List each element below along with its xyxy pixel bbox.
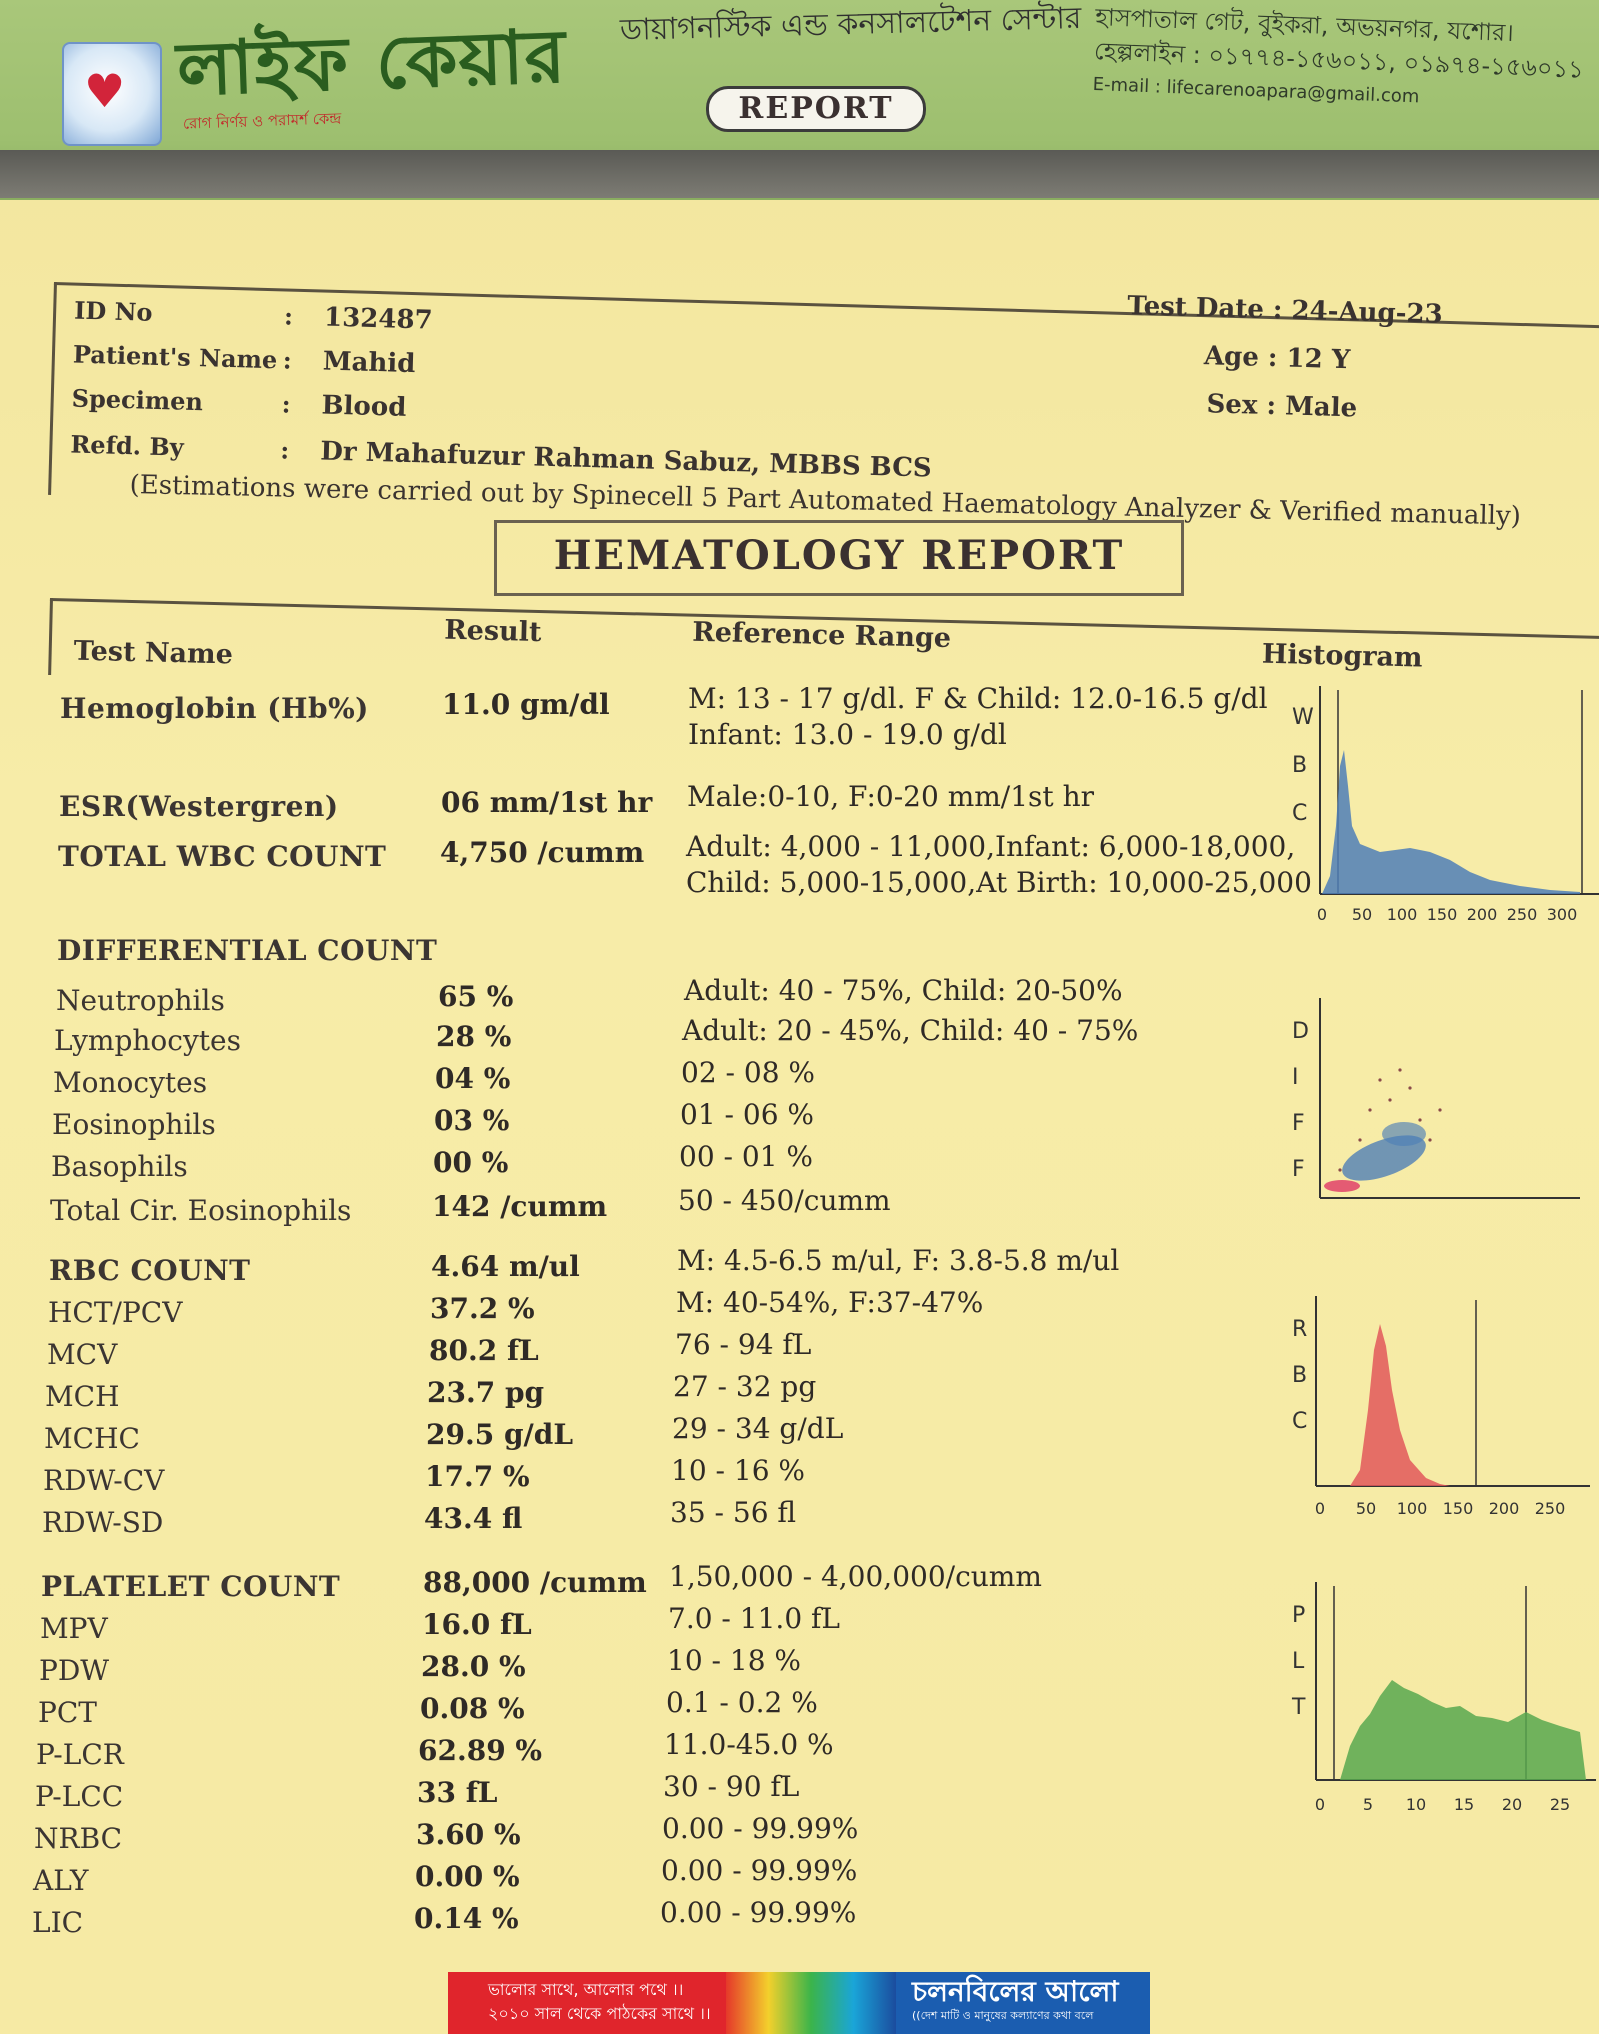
wbc-curve — [1322, 750, 1580, 894]
address-line: হাসপাতাল গেট, বুইকরা, অভয়নগর, যশোর। — [1094, 2, 1515, 48]
test-name: RBC COUNT — [49, 1254, 251, 1287]
test-name: TOTAL WBC COUNT — [58, 840, 387, 873]
center-title: ডায়াগনস্টিক এন্ড কনসালটেশন সেন্টার — [619, 0, 1082, 49]
rbc-tick-label: 50 — [1355, 1499, 1377, 1518]
test-name: MCV — [47, 1338, 118, 1371]
plt-tick-label: 10 — [1405, 1795, 1427, 1814]
test-name: ALY — [33, 1864, 89, 1897]
rbc-histogram — [1280, 1290, 1599, 1534]
rbc-curve — [1350, 1324, 1450, 1486]
reference-range: Adult: 40 - 75%, Child: 20-50% — [684, 974, 1123, 1007]
ad-newspaper-image — [726, 1972, 896, 2034]
plt-axis-letter: T — [1292, 1695, 1306, 1720]
test-result: 03 % — [434, 1104, 510, 1137]
colon: : — [281, 389, 291, 419]
diff-axis-letter: D — [1292, 1019, 1309, 1044]
rbc-tick-label: 0 — [1314, 1499, 1326, 1518]
test-name: LIC — [32, 1906, 84, 1939]
reference-range: 0.00 - 99.99% — [661, 1854, 858, 1887]
test-name: MCHC — [44, 1422, 140, 1455]
test-name: Total Cir. Eosinophils — [50, 1194, 352, 1227]
footer-advertisement — [448, 1972, 1150, 2034]
test-result: 0.08 % — [420, 1692, 525, 1725]
test-name: Eosinophils — [52, 1108, 216, 1141]
test-result: 88,000 /cumm — [423, 1566, 647, 1599]
test-result: 0.00 % — [415, 1860, 520, 1893]
test-result: 43.4 fl — [424, 1502, 523, 1535]
reference-range: 10 - 18 % — [667, 1644, 802, 1677]
test-result: 80.2 fL — [429, 1334, 539, 1367]
diff-scatter-point — [1418, 1118, 1421, 1121]
reference-range: 76 - 94 fL — [675, 1328, 812, 1361]
email: E-mail : lifecarenoapara@gmail.com — [1092, 73, 1420, 108]
ad-left-line1: ভালোর সাথে, আলোর পথে ।। — [488, 1980, 684, 1999]
wbc-tick-label: 100 — [1386, 905, 1418, 924]
ad-title: চলনবিলের আলো — [912, 1975, 1119, 2008]
test-name: Hemoglobin (Hb%) — [60, 692, 369, 725]
diff-scatter-point — [1368, 1108, 1371, 1111]
reference-range: 01 - 06 % — [680, 1098, 815, 1131]
test-name: P-LCC — [35, 1780, 124, 1813]
reference-range: 11.0-45.0 % — [664, 1728, 834, 1761]
test-name: Lymphocytes — [54, 1024, 241, 1057]
rbc-tick-label: 150 — [1442, 1499, 1474, 1518]
wbc-histogram — [1280, 676, 1599, 940]
wbc-tick-label: 250 — [1506, 905, 1538, 924]
reference-range-line2: Child: 5,000-15,000,At Birth: 10,000-25,000 — [686, 866, 1312, 899]
test-result: 4.64 m/ul — [431, 1250, 580, 1283]
wbc-tick-label: 150 — [1426, 905, 1458, 924]
test-result: 23.7 pg — [427, 1376, 545, 1409]
wbc-tick-label: 0 — [1316, 905, 1328, 924]
colon: : — [279, 435, 290, 465]
sex: Sex : Male — [1206, 389, 1358, 424]
test-result: 4,750 /cumm — [440, 836, 645, 869]
name-value: Mahid — [322, 346, 416, 380]
id-value: 132487 — [323, 302, 434, 336]
test-result: 11.0 gm/dl — [442, 688, 610, 721]
diff-scatter — [1280, 990, 1599, 1214]
brand-name: লাইফ কেয়ার — [175, 13, 568, 113]
diff-scatter-point — [1358, 1138, 1361, 1141]
test-name: RDW-CV — [43, 1464, 165, 1497]
reference-range: 30 - 90 fL — [663, 1770, 800, 1803]
reference-range-line2: Infant: 13.0 - 19.0 g/dl — [688, 718, 1007, 751]
plt-curve — [1340, 1680, 1586, 1780]
hotline: হেল্পলাইন : ০১৭৭৪-১৫৬০১১, ০১৯৭৪-১৫৬০১১ — [1093, 36, 1585, 84]
rbc-axis-letter: B — [1292, 1363, 1308, 1388]
colon: : — [283, 301, 294, 331]
col-result: Result — [443, 614, 542, 649]
diff-axis-letter: F — [1292, 1157, 1305, 1182]
reference-range: 29 - 34 g/dL — [672, 1412, 844, 1445]
wbc-tick-label: 300 — [1546, 905, 1578, 924]
test-name: Basophils — [51, 1150, 188, 1183]
diff-axis-letter: F — [1292, 1111, 1305, 1136]
test-result: 142 /cumm — [432, 1190, 608, 1223]
ad-left-line2: ২০১০ সাল থেকে পাঠকের সাথে ।। — [488, 2004, 711, 2023]
test-result: 33 fL — [417, 1776, 498, 1809]
diff-axis-letter: I — [1292, 1065, 1299, 1090]
reference-range: 50 - 450/cumm — [678, 1184, 891, 1217]
plt-tick-label: 0 — [1314, 1795, 1326, 1814]
test-result: 3.60 % — [416, 1818, 521, 1851]
reference-range: 7.0 - 11.0 fL — [668, 1602, 840, 1635]
heart-icon: ♥ — [84, 64, 126, 118]
test-result: 28.0 % — [421, 1650, 526, 1683]
col-reference: Reference Range — [691, 616, 952, 655]
wbc-axis-letter: C — [1292, 801, 1308, 826]
test-name: Neutrophils — [56, 984, 225, 1017]
reference-range: M: 13 - 17 g/dl. F & Child: 12.0-16.5 g/dl — [688, 682, 1268, 715]
refd-value: Dr Mahafuzur Rahman Sabuz, MBBS BCS — [319, 436, 933, 484]
test-result: 00 % — [433, 1146, 509, 1179]
wbc-tick-label: 50 — [1351, 905, 1373, 924]
brand-subtitle: রোগ নির্ণয় ও পরামর্শ কেন্দ্র — [182, 109, 342, 133]
test-name: ESR(Westergren) — [59, 790, 339, 823]
reference-range: Male:0-10, F:0-20 mm/1st hr — [687, 780, 1094, 813]
rbc-tick-label: 200 — [1488, 1499, 1520, 1518]
rbc-axis-letter: C — [1292, 1409, 1308, 1434]
test-name: HCT/PCV — [48, 1296, 183, 1329]
estimation-note: (Estimations were carried out by Spinecell 5 Part Automated Haematology Analyzer & Verified manually) — [129, 470, 1522, 532]
ad-left — [448, 1972, 726, 2034]
reference-range: M: 40-54%, F:37-47% — [676, 1286, 984, 1319]
reference-range: M: 4.5-6.5 m/ul, F: 3.8-5.8 m/ul — [677, 1244, 1120, 1277]
test-result: 37.2 % — [430, 1292, 535, 1325]
test-result: 04 % — [435, 1062, 511, 1095]
reference-range: 0.1 - 0.2 % — [666, 1686, 818, 1719]
plt-axis-letter: L — [1292, 1649, 1305, 1674]
test-name: PDW — [39, 1654, 110, 1687]
rbc-histogram-svg — [1280, 1290, 1599, 1530]
reference-range: 02 - 08 % — [681, 1056, 816, 1089]
rbc-tick-label: 100 — [1396, 1499, 1428, 1518]
test-result: 06 mm/1st hr — [441, 786, 653, 819]
diff-scatter-point — [1438, 1108, 1441, 1111]
test-name: MPV — [40, 1612, 108, 1645]
reference-range: 1,50,000 - 4,00,000/cumm — [669, 1560, 1042, 1593]
test-result: 65 % — [438, 980, 514, 1013]
diff-scatter-point — [1338, 1168, 1341, 1171]
col-test-name: Test Name — [73, 635, 234, 671]
report-title: HEMATOLOGY REPORT — [494, 520, 1184, 596]
test-name: P-LCR — [36, 1738, 124, 1771]
report-label: REPORT — [706, 86, 926, 132]
rbc-axis-letter: R — [1292, 1317, 1308, 1342]
ad-tagline: ((দেশ মাটি ও মানুষের কল্যাণের কথা বলে — [912, 2009, 1094, 2022]
test-name: MCH — [45, 1380, 120, 1413]
plt-tick-label: 5 — [1362, 1795, 1374, 1814]
diff-scatter-point — [1408, 1086, 1411, 1089]
col-histogram: Histogram — [1261, 638, 1423, 674]
reference-range: 0.00 - 99.99% — [660, 1896, 857, 1929]
diff-scatter-point — [1428, 1138, 1431, 1141]
age: Age : 12 Y — [1203, 341, 1351, 376]
diff-scatter-point — [1378, 1078, 1381, 1081]
name-label: Patient's Name — [72, 339, 278, 375]
wbc-axis-letter: B — [1292, 753, 1308, 778]
reference-range: 10 - 16 % — [671, 1454, 806, 1487]
diff-cluster-lymphocytes — [1324, 1180, 1360, 1192]
test-name: PCT — [38, 1696, 97, 1729]
colon: : — [282, 345, 293, 375]
diff-scatter-point — [1388, 1098, 1391, 1101]
test-date: Test Date : 24-Aug-23 — [1126, 290, 1444, 330]
wbc-axis-letter: W — [1292, 705, 1314, 730]
diff-scatter-svg — [1280, 990, 1599, 1210]
diff-cluster-monocytes — [1382, 1122, 1426, 1146]
test-result: 16.0 fL — [422, 1608, 532, 1641]
reference-range: Adult: 4,000 - 11,000,Infant: 6,000-18,000, — [686, 830, 1296, 863]
reference-range: 35 - 56 fl — [670, 1496, 797, 1529]
wbc-histogram-svg — [1280, 676, 1599, 936]
reference-range: Adult: 20 - 45%, Child: 40 - 75% — [682, 1014, 1139, 1047]
test-name: RDW-SD — [42, 1506, 164, 1539]
diff-scatter-point — [1398, 1068, 1401, 1071]
plt-histogram — [1280, 1576, 1599, 1830]
refd-label: Refd. By — [70, 429, 185, 462]
reference-range: 0.00 - 99.99% — [662, 1812, 859, 1845]
specimen-label: Specimen — [71, 383, 204, 417]
test-result: 17.7 % — [425, 1460, 530, 1493]
test-result: 62.89 % — [418, 1734, 543, 1767]
rbc-tick-label: 250 — [1534, 1499, 1566, 1518]
test-name: NRBC — [34, 1822, 123, 1855]
reference-range: 27 - 32 pg — [673, 1370, 817, 1403]
ad-right — [896, 1972, 1150, 2034]
specimen-value: Blood — [321, 390, 407, 423]
wbc-tick-label: 200 — [1466, 905, 1498, 924]
test-result: 28 % — [436, 1020, 512, 1053]
plt-histogram-svg — [1280, 1576, 1599, 1826]
test-name: DIFFERENTIAL COUNT — [57, 934, 438, 967]
test-result: 29.5 g/dL — [426, 1418, 574, 1451]
test-result: 0.14 % — [414, 1902, 519, 1935]
reference-range: 00 - 01 % — [679, 1140, 814, 1173]
test-name: PLATELET COUNT — [41, 1570, 341, 1603]
test-name: Monocytes — [53, 1066, 208, 1099]
plt-tick-label: 25 — [1549, 1795, 1571, 1814]
plt-tick-label: 15 — [1453, 1795, 1475, 1814]
plt-axis-letter: P — [1292, 1603, 1306, 1628]
plt-tick-label: 20 — [1501, 1795, 1523, 1814]
id-label: ID No — [73, 295, 153, 327]
